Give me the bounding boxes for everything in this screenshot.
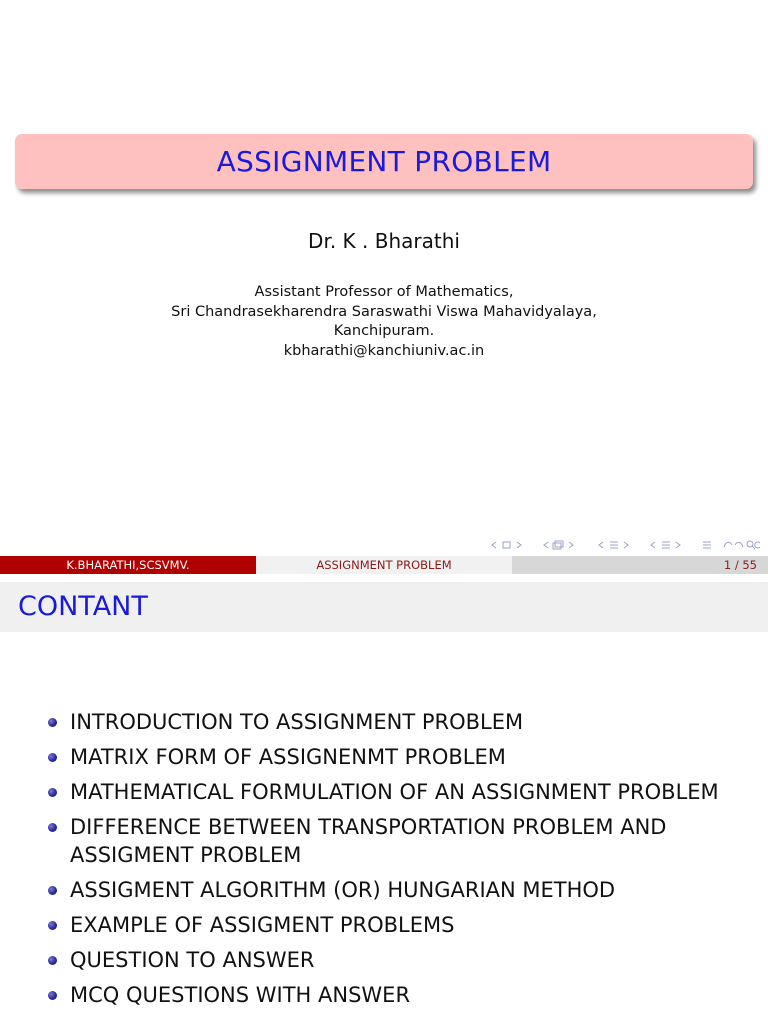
list-item xyxy=(46,981,746,1009)
affiliation-institution: Sri Chandrasekharendra Saraswathi Viswa Mahavidyalaya, xyxy=(171,303,597,320)
list-item xyxy=(46,743,746,771)
author-affiliation xyxy=(0,283,768,361)
bullet-icon xyxy=(48,956,57,965)
list-item-text: ASSIGMENT ALGORITHM (OR) HUNGARIAN METHOD xyxy=(70,878,616,902)
author-name: Dr. K . Bharathi xyxy=(308,229,460,253)
list-item-text: MCQ QUESTIONS WITH ANSWER xyxy=(70,983,411,1007)
list-item-text: MATHEMATICAL FORMULATION OF AN ASSIGNMENT PROBLEM xyxy=(70,780,719,804)
list-item xyxy=(46,708,746,736)
bullet-icon xyxy=(48,991,57,1000)
list-item-text: MATRIX FORM OF ASSIGNENMT PROBLEM xyxy=(70,745,506,769)
search-icon[interactable] xyxy=(722,539,762,551)
bullet-icon xyxy=(48,921,57,930)
nav-section-icon[interactable] xyxy=(598,539,640,551)
list-item-text: INTRODUCTION TO ASSIGNMENT PROBLEM xyxy=(70,710,524,734)
list-item-text: DIFFERENCE BETWEEN TRANSPORTATION PROBLEM AND ASSIGMENT PROBLEM xyxy=(70,815,667,867)
presentation-title: ASSIGNMENT PROBLEM xyxy=(216,145,552,178)
list-item xyxy=(46,946,746,974)
bullet-icon xyxy=(48,753,57,762)
nav-subsection-icon[interactable] xyxy=(543,539,589,551)
contents-list xyxy=(46,708,746,1016)
bullet-icon xyxy=(48,718,57,727)
list-item-text: QUESTION TO ANSWER xyxy=(70,948,315,972)
bullet-icon xyxy=(48,788,57,797)
bullet-icon xyxy=(48,886,57,895)
list-item-text: EXAMPLE OF ASSIGMENT PROBLEMS xyxy=(70,913,455,937)
title-box xyxy=(15,134,753,189)
list-item xyxy=(46,778,746,806)
footer-author: K.BHARATHI,SCSVMV. xyxy=(0,556,256,574)
nav-toc-icon[interactable] xyxy=(650,539,692,551)
affiliation-position: Assistant Professor of Mathematics, xyxy=(254,284,514,300)
list-item xyxy=(46,876,746,904)
frame-title: CONTANT xyxy=(18,591,148,622)
bullet-icon xyxy=(48,823,57,832)
affiliation-city: Kanchipuram. xyxy=(333,323,435,339)
contents-slide xyxy=(0,574,768,1024)
affiliation-email[interactable]: kbharathi@kanchiuniv.ac.in xyxy=(283,342,485,359)
nav-frame-back-icon[interactable] xyxy=(490,539,534,551)
footer-title: ASSIGNMENT PROBLEM xyxy=(256,556,512,574)
nav-appendix-icon[interactable] xyxy=(701,539,713,551)
footer-page-number: 1 / 55 xyxy=(512,556,768,574)
beamer-navigation xyxy=(490,537,762,553)
list-item xyxy=(46,911,746,939)
slide-footer xyxy=(0,556,768,574)
list-item xyxy=(46,813,746,869)
